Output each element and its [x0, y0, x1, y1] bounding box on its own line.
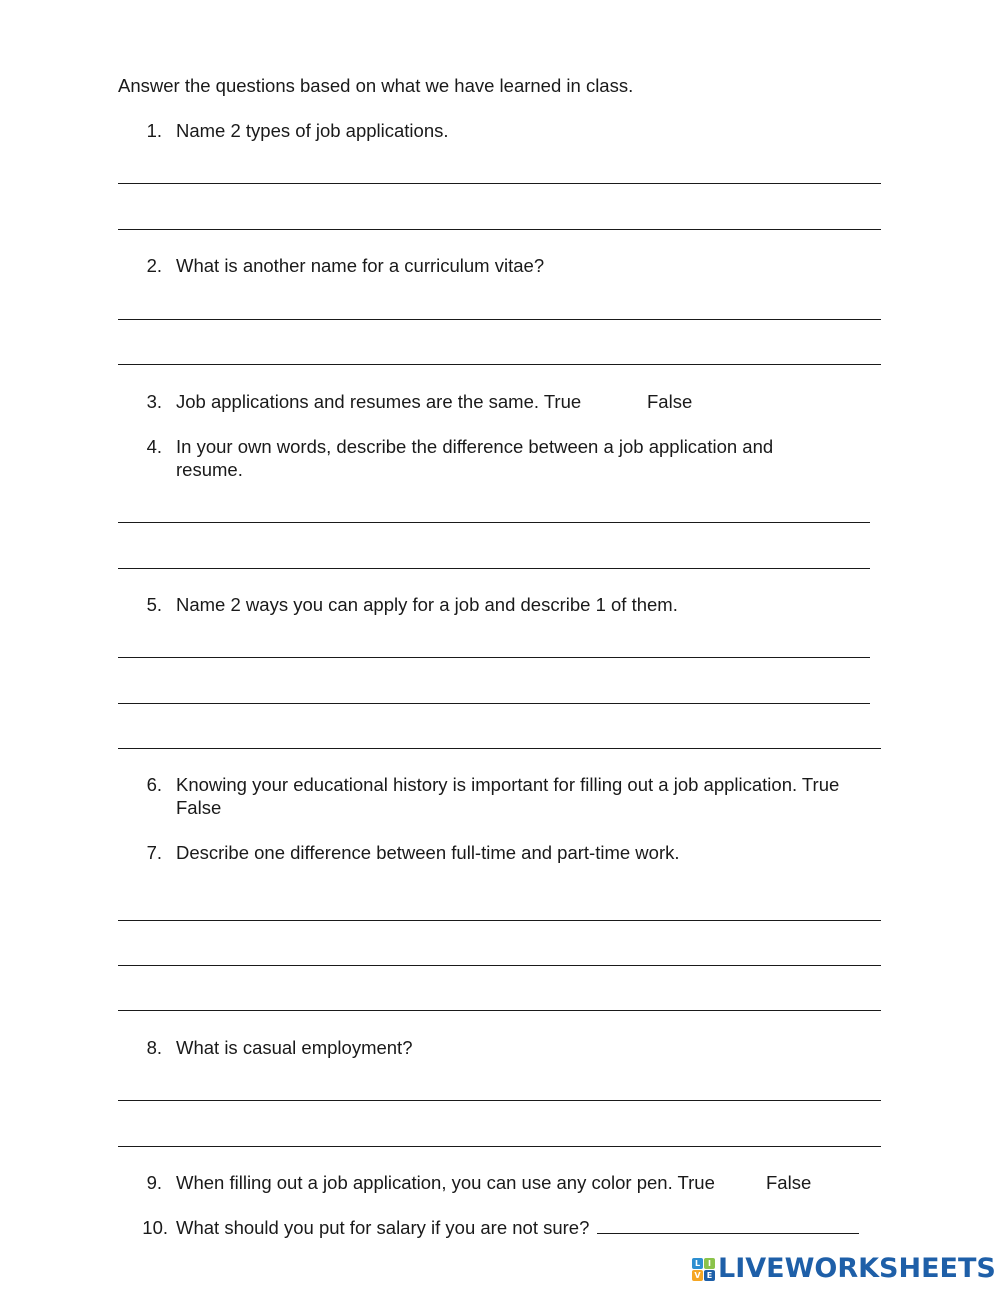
question-text: Describe one difference between full-time and part-time work. — [176, 842, 680, 863]
question-number: 6. — [146, 774, 162, 795]
answer-line[interactable] — [118, 319, 881, 320]
answer-line[interactable] — [118, 364, 881, 365]
question-text: Name 2 types of job applications. — [176, 120, 449, 141]
false-option[interactable]: False — [176, 797, 222, 818]
false-option[interactable]: False — [647, 391, 693, 412]
answer-line[interactable] — [118, 657, 870, 658]
logo-text: LIVEWORKSHEETS — [718, 1253, 996, 1284]
question-text[interactable]: When filling out a job application, you can use any color pen. True — [176, 1172, 715, 1193]
question-number: 10. — [142, 1217, 168, 1238]
question-text: What should you put for salary if you are not sure? — [176, 1217, 590, 1238]
question-text: Name 2 ways you can apply for a job and describe 1 of them. — [176, 594, 678, 615]
liveworksheets-logo — [692, 1252, 996, 1286]
answer-line[interactable] — [118, 1010, 881, 1011]
question-text[interactable]: Knowing your educational history is important for filling out a job application. True — [176, 774, 840, 795]
question-text: What is casual employment? — [176, 1037, 413, 1058]
answer-line[interactable] — [118, 229, 881, 230]
question-text[interactable]: Job applications and resumes are the same. True — [176, 391, 582, 412]
answer-line[interactable] — [118, 568, 870, 569]
question-number: 5. — [146, 594, 162, 615]
answer-line[interactable] — [118, 522, 870, 523]
answer-line[interactable] — [118, 703, 870, 704]
answer-line[interactable] — [118, 748, 881, 749]
question-number: 2. — [146, 255, 162, 276]
answer-blank[interactable] — [597, 1216, 859, 1234]
instructions: Answer the questions based on what we have learned in class. — [118, 75, 634, 96]
false-option[interactable]: False — [766, 1172, 812, 1193]
question-number: 8. — [146, 1037, 162, 1058]
question-number: 1. — [146, 120, 162, 141]
answer-line[interactable] — [118, 1100, 881, 1101]
question-text: What is another name for a curriculum vitae? — [176, 255, 545, 276]
answer-line[interactable] — [118, 1146, 881, 1147]
question-text-with-blank — [176, 1216, 859, 1239]
answer-line[interactable] — [118, 183, 881, 184]
question-text-continued: resume. — [176, 459, 243, 480]
answer-line[interactable] — [118, 920, 881, 921]
question-number: 7. — [146, 842, 162, 863]
question-text: In your own words, describe the difference between a job application and — [176, 436, 774, 457]
answer-line[interactable] — [118, 965, 881, 966]
question-number: 4. — [146, 436, 162, 457]
question-number: 3. — [146, 391, 162, 412]
logo-mark-icon: L I V E — [692, 1258, 715, 1281]
question-number: 9. — [146, 1172, 162, 1193]
